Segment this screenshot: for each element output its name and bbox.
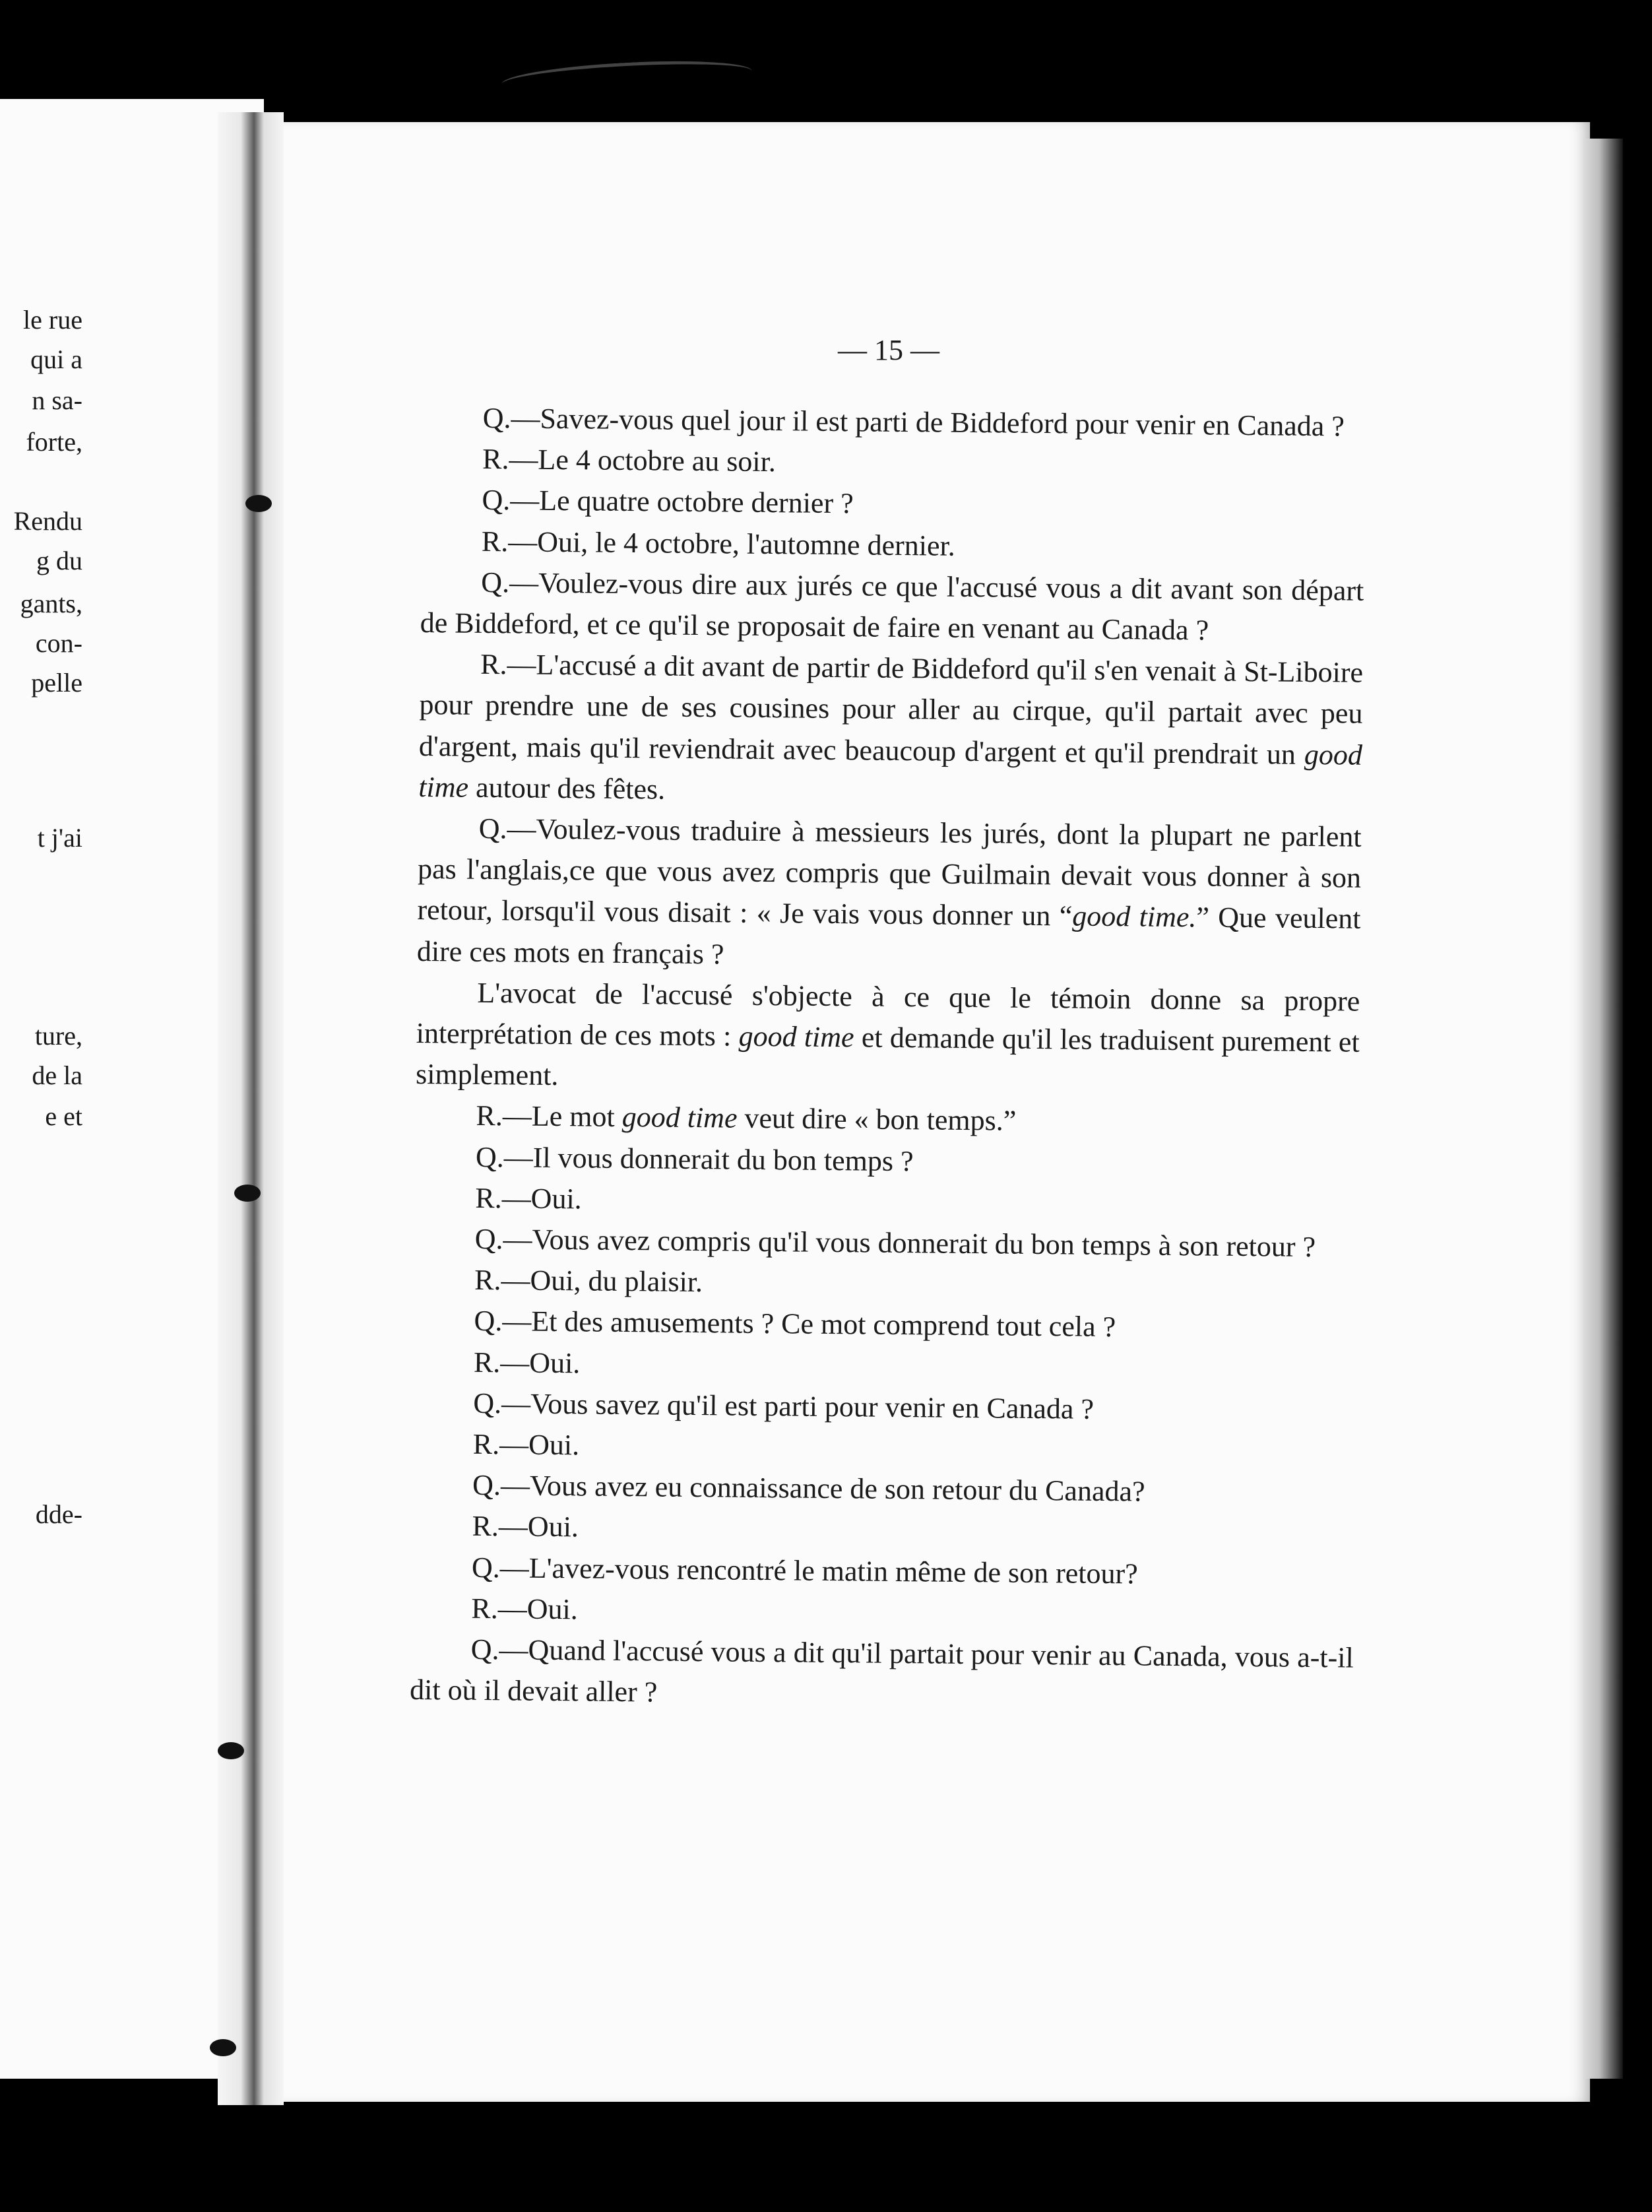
left-fragment-line: n sa- bbox=[32, 385, 82, 415]
paragraph-text: ” Que veulent dire ces mots en français ? bbox=[416, 901, 1361, 971]
paragraph-text: et demande qu'il les traduisent purement et simplement. bbox=[415, 1021, 1360, 1092]
paragraph: R.—Oui. bbox=[475, 1181, 582, 1216]
italic-phrase: good time bbox=[621, 1101, 738, 1135]
binding-stitch bbox=[245, 495, 272, 512]
paragraph bbox=[416, 972, 1360, 1104]
left-fragment-line: con- bbox=[35, 628, 82, 658]
paragraph: R.—Oui. bbox=[471, 1592, 578, 1626]
left-fragment-line: pelle bbox=[31, 668, 82, 698]
left-fragment-line: qui a bbox=[30, 344, 82, 374]
paragraph-text: R.—Le mot bbox=[476, 1099, 622, 1134]
paragraph: Q.—Le quatre octobre dernier ? bbox=[482, 484, 854, 520]
left-fragment-line: forte, bbox=[26, 427, 82, 457]
paragraph: Q.—Et des amusements ? Ce mot comprend tout cela ? bbox=[474, 1305, 1116, 1344]
left-fragment-line: t j'ai bbox=[37, 823, 82, 853]
paragraph-text: veut dire « bon temps.” bbox=[737, 1102, 1017, 1138]
binding-spine bbox=[218, 112, 284, 2105]
paragraph: R.—Oui. bbox=[472, 1427, 580, 1462]
body-text bbox=[410, 397, 1366, 1720]
paragraph-text: R.—L'accusé a dit avant de partir de Biddeford qu'il s'en venait à St-Liboire pour prendre une de ses cousines pour aller au cirque, qu'il partait avec peu d'argent, mais qu'il reviendrait avec beaucoup d'argent et qu'il prendrait un bbox=[418, 648, 1364, 771]
paragraph: R.—Oui. bbox=[473, 1346, 581, 1380]
left-fragment-line: de la bbox=[32, 1060, 82, 1090]
paragraph: Q.—Quand l'accusé vous a dit qu'il partait pour venir au Canada, vous a-t-il dit où il devait aller ? bbox=[409, 1633, 1354, 1708]
binding-stitch bbox=[210, 2039, 236, 2056]
italic-phrase: good time bbox=[738, 1020, 854, 1054]
paragraph: Q.—Voulez-vous dire aux jurés ce que l'accusé vous a dit avant son départ de Biddeford, et ce qu'il se proposait de faire en venant au Canada ? bbox=[420, 566, 1364, 647]
left-fragment-line: e et bbox=[45, 1101, 82, 1131]
italic-phrase: good time. bbox=[1072, 899, 1197, 934]
paragraph-text: Q.—Voulez-vous traduire à messieurs les jurés, dont la plupart ne parlent pas l'anglais,ce que vous avez compris que Guilmain devait vous donner à son retour, lorsqu'il vous disait : « Je vais vous donner un “ bbox=[417, 812, 1362, 932]
page-number: — 15 — bbox=[838, 334, 939, 366]
paragraph: Q.—Vous avez compris qu'il vous donnerait du bon temps à son retour ? bbox=[474, 1222, 1316, 1264]
paragraph: Q.—Savez-vous quel jour il est parti de Biddeford pour venir en Canada ? bbox=[482, 401, 1345, 443]
paragraph: R.—Oui, le 4 octobre, l'automne dernier. bbox=[481, 525, 955, 562]
page-curl bbox=[501, 56, 753, 99]
page-edge-shadow bbox=[1583, 139, 1623, 2079]
paragraph bbox=[418, 643, 1363, 817]
left-fragment-line: gants, bbox=[20, 589, 82, 618]
binding-stitch bbox=[218, 1742, 244, 1759]
paragraph: Q.—Il vous donnerait du bon temps ? bbox=[475, 1140, 914, 1177]
left-fragment-line: ture, bbox=[34, 1021, 82, 1051]
left-fragment-line: dde- bbox=[35, 1499, 82, 1529]
paragraph bbox=[417, 808, 1362, 981]
left-fragment-line: g du bbox=[36, 546, 82, 575]
paragraph: R.—Le 4 octobre au soir. bbox=[482, 443, 777, 478]
paragraph-text: autour des fêtes. bbox=[468, 771, 666, 806]
paragraph: Q.—Vous avez eu connaissance de son retour du Canada? bbox=[472, 1469, 1145, 1508]
paragraph: R.—Oui. bbox=[472, 1510, 579, 1544]
paragraph: R.—Oui, du plaisir. bbox=[474, 1264, 703, 1299]
paragraph-text: L'avocat de l'accusé s'objecte à ce que le témoin donne sa propre interprétation de ces mots : bbox=[416, 976, 1360, 1053]
left-fragment-line: le rue bbox=[23, 305, 82, 335]
paragraph: Q.—Vous savez qu'il est parti pour venir en Canada ? bbox=[473, 1386, 1095, 1425]
left-fragment-line: Rendu bbox=[13, 506, 82, 536]
binding-stitch bbox=[234, 1185, 261, 1202]
paragraph: Q.—L'avez-vous rencontré le matin même de son retour? bbox=[471, 1551, 1138, 1590]
italic-phrase: good time bbox=[418, 738, 1363, 804]
